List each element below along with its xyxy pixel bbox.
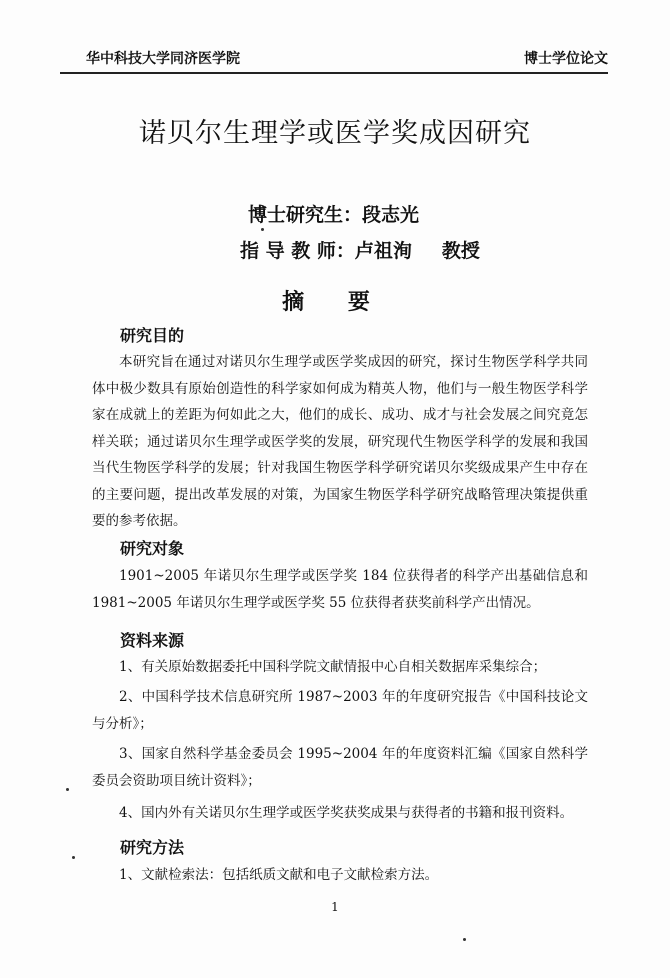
header-thesis-type: 博士学位论文 <box>524 51 608 67</box>
scan-speck <box>66 788 69 791</box>
running-header <box>60 44 608 74</box>
author-line <box>248 200 419 227</box>
author-name: 段志光 <box>362 204 420 226</box>
advisor-line <box>240 236 480 263</box>
scan-speck <box>261 228 264 231</box>
method-item-1: 1、文献检索法：包括纸质文献和电子文献检索方法。 <box>119 867 439 883</box>
source-item-4: 4、国内外有关诺贝尔生理学或医学奖获奖成果与获得者的书籍和报刊资料。 <box>119 805 574 821</box>
scan-speck <box>463 938 466 941</box>
header-institution: 华中科技大学同济医学院 <box>86 51 240 67</box>
advisor-label: 指 导 教 师： <box>240 240 355 262</box>
sources-heading: 资料来源 <box>120 631 185 650</box>
source-item-2: 2、中国科学技术信息研究所 1987~2003 年的年度研究报告《中国科技论文与分析》； <box>92 689 588 732</box>
subject-paragraph: 1901~2005 年诺贝尔生理学或医学奖 184 位获得者的科学产出基础信息和 1981~2005 年诺贝尔生理学或医学奖 55 位获得者获奖前科学产出情况。 <box>92 568 588 611</box>
advisor-name: 卢祖洵 <box>354 240 412 262</box>
source-item-1: 1、有关原始数据委托中国科学院文献情报中心自相关数据库采集综合； <box>119 659 547 675</box>
author-label: 博士研究生： <box>248 204 363 226</box>
page-number: 1 <box>331 900 339 914</box>
thesis-title: 诺贝尔生理学或医学奖成因研究 <box>139 118 531 149</box>
purpose-paragraph: 本研究旨在通过对诺贝尔生理学或医学奖成因的研究，探讨生物医学科学共同体中极少数具有原始创造性的科学家如何成为精英人物，他们与一般生物医学科学家在成就上的差距为何如此之大，他们的成长、成功、成才与社会发展之间究竟怎样关联；通过诺贝尔生理学或医学奖的发展，研究现代生物医学科学的发展和我国当代生物医学科学的发展；针对我国生物医学科学研究诺贝尔奖级成果产生中存在的主要问题，提出改革发展的对策，为国家生物医学科学研究战略管理决策提供重要的参考依据。 <box>92 354 588 529</box>
scan-speck <box>72 856 75 859</box>
subject-heading: 研究对象 <box>120 539 185 558</box>
purpose-heading: 研究目的 <box>120 326 185 345</box>
source-item-3: 3、国家自然科学基金委员会 1995~2004 年的年度资料汇编《国家自然科学委员会资助项目统计资料》； <box>92 746 588 789</box>
methods-heading: 研究方法 <box>120 838 185 857</box>
abstract-title: 摘 要 <box>282 290 388 315</box>
advisor-rank: 教授 <box>441 240 480 262</box>
